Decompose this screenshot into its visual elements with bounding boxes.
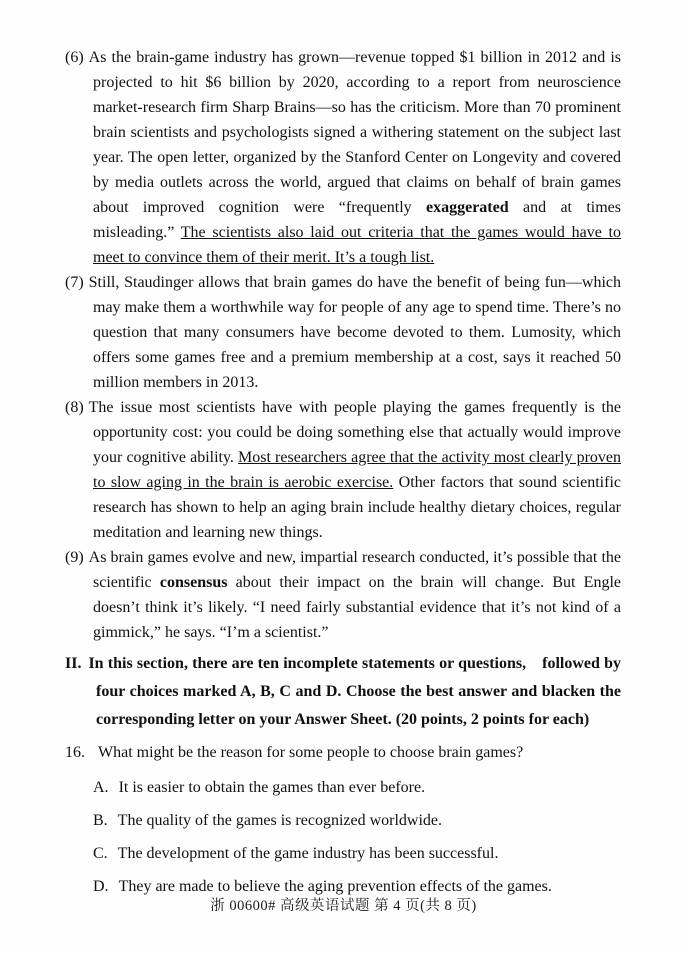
text-segment-underline: Most researchers agree that the activity most clearly proven to slow aging in the brain is aerobic exercise. <box>93 449 621 491</box>
choice-text: It is easier to obtain the games than ever before. <box>118 779 426 796</box>
text-segment-normal: Other factors that sound scientific research has shown to help an aging brain include healthy dietary choices, regular meditation and learning new things. <box>93 474 621 541</box>
text-segment-normal: and at times misleading.” <box>93 199 622 241</box>
reading-passage <box>65 45 621 645</box>
choice-letter: A. <box>93 779 109 796</box>
paragraph-8 <box>65 395 621 545</box>
paragraph-9 <box>65 545 621 645</box>
choice-letter: C. <box>93 845 108 862</box>
choice-b <box>93 808 621 833</box>
paragraph-number: (9) <box>65 549 84 566</box>
choice-text: They are made to believe the aging prevention effects of the games. <box>118 878 552 895</box>
section-instruction-text: In this section, there are ten incomplete statements or questions, followed by four choices marked A, B, C and D. Choose the best answer and blacken the corresponding letter on your Answer Sheet. (20 points, 2 points for each) <box>88 655 621 728</box>
paragraph-6 <box>65 45 621 270</box>
choice-a <box>93 775 621 800</box>
paragraph-number: (7) <box>65 274 84 291</box>
paragraph-number: (8) <box>65 399 84 416</box>
paragraph-7 <box>65 270 621 395</box>
question-number: 16. <box>65 744 85 761</box>
text-segment-normal: As the brain-game industry has grown—revenue topped $1 billion in 2012 and is projected to hit $6 billion by 2020, according to a report from neuroscience market-research firm Sharp Brains—so has the criticism. More than 70 prominent brain scientists and psychologists signed a withering statement on the subject last year. The open letter, organized by the Stanford Center on Longevity and covered by media outlets across the world, argued that claims on behalf of brain games about improved cognition were “frequently <box>88 49 621 216</box>
text-segment-underline: The scientists also laid out criteria that the games would have to meet to convince them of their merit. It’s a tough list. <box>93 224 621 266</box>
text-segment-bold: consensus <box>159 574 228 591</box>
choice-c <box>93 841 621 866</box>
page-footer: 浙 00600# 高级英语试题 第 4 页(共 8 页) <box>210 898 477 914</box>
text-segment-normal: The issue most scientists have with people playing the games frequently is the opportunity cost: you could be doing something else that actually would improve your cognitive ability. <box>88 399 621 466</box>
text-segment-normal: Still, Staudinger allows that brain games do have the benefit of being fun—which may make them a worthwhile way for people of any age to spend time. There’s no question that many consumers have become devoted to them. Lumosity, which offers some games free and a premium membership at a cost, says it reached 50 million members in 2013. <box>88 274 621 391</box>
choice-letter: D. <box>93 878 109 895</box>
choice-text: The development of the game industry has been successful. <box>117 845 499 862</box>
choice-letter: B. <box>93 812 108 829</box>
text-segment-normal: As brain games evolve and new, impartial research conducted, it’s possible that the scientific <box>88 549 621 591</box>
section-ii-instruction <box>65 650 621 734</box>
choice-text: The quality of the games is recognized worldwide. <box>117 812 443 829</box>
choices-list <box>65 775 621 899</box>
question-16 <box>65 740 621 766</box>
paragraph-number: (6) <box>65 49 84 66</box>
text-segment-normal: about their impact on the brain will change. But Engle doesn’t think it’s likely. “I need fairly substantial evidence that it’s not kind of a gimmick,” he says. “I’m a scientist.” <box>93 574 622 641</box>
question-text: What might be the reason for some people to choose brain games? <box>98 744 524 761</box>
section-label: II. <box>65 655 82 672</box>
text-segment-bold: exaggerated <box>426 199 509 216</box>
